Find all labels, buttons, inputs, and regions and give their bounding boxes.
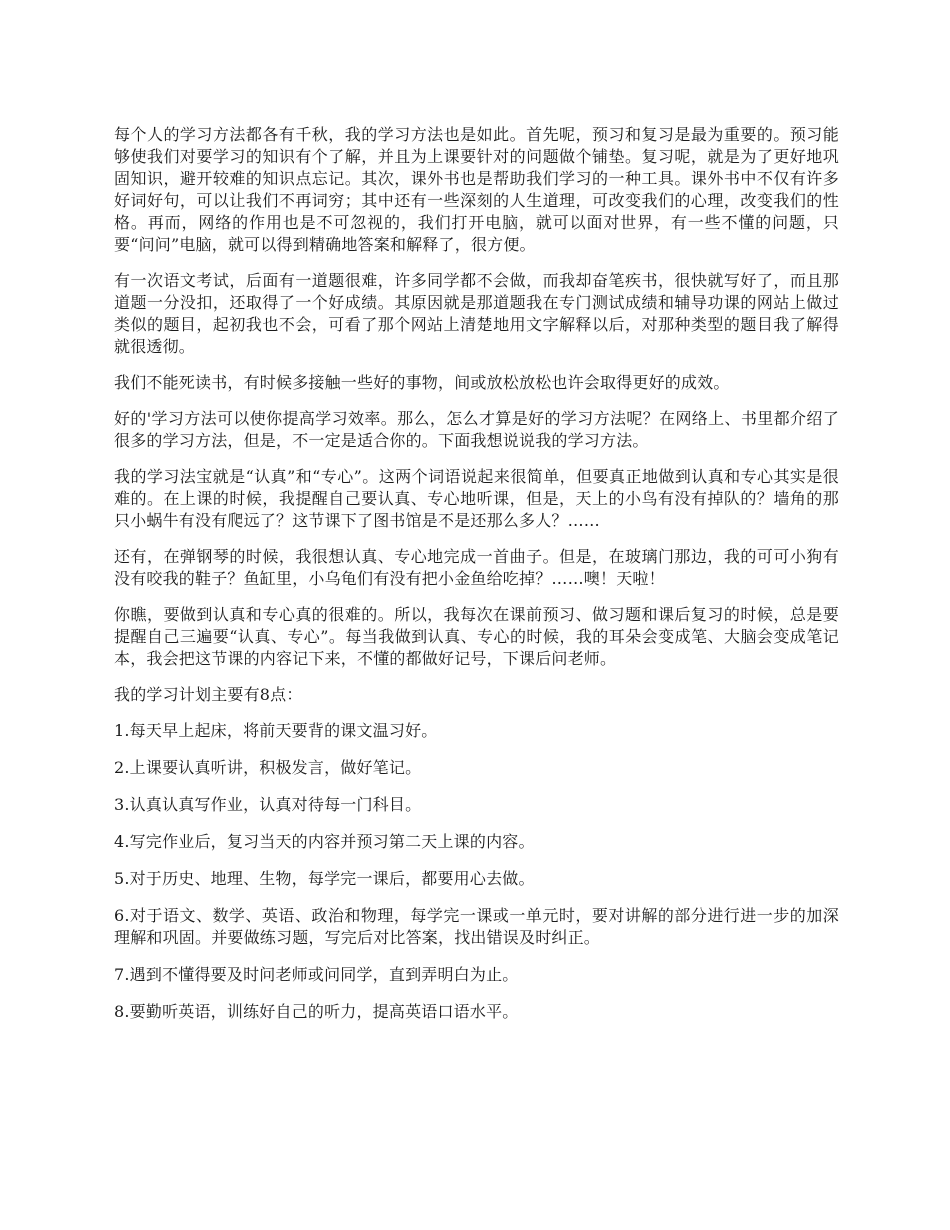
plan-item-6: 6.对于语文、数学、英语、政治和物理，每学完一课或一单元时，要对讲解的部分进行进一步的加深理解和巩固。并要做练习题，写完后对比答案，找出错误及时纠正。	[114, 906, 839, 947]
paragraph-focus-treasure: 我的学习法宝就是“认真”和“专心”。这两个词语说起来很简单，但要真正地做到认真和专心其实是很难的。在上课的时候，我提醒自己要认真、专心地听课，但是，天上的小鸟有没有掉队的？墙角的那只小蜗牛有没有爬远了？这节课下了图书馆是不是还那么多人？……	[114, 467, 839, 530]
plan-item-2: 2.上课要认真听讲，积极发言，做好笔记。	[114, 758, 422, 777]
paragraph-good-methods: 好的'学习方法可以使你提高学习效率。那么，怎么才算是好的学习方法呢？在网络上、书里都介绍了很多的学习方法，但是，不一定是适合你的。下面我想说说我的学习方法。	[114, 409, 839, 450]
plan-item-4: 4.写完作业后，复习当天的内容并预习第二天上课的内容。	[114, 832, 535, 851]
plan-item-1: 1.每天早上起床，将前天要背的课文温习好。	[114, 721, 438, 740]
paragraph-plan-intro: 我的学习计划主要有8点：	[114, 685, 303, 704]
paragraph-reminder: 你瞧，要做到认真和专心真的很难的。所以，我每次在课前预习、做习题和课后复习的时候，总是要提醒自己三遍要“认真、专心”。每当我做到认真、专心的时候，我的耳朵会变成笔、大脑会变成笔记本，我会把这节课的内容记下来，不懂的都做好记号，下课后问老师。	[114, 605, 839, 668]
plan-item-5: 5.对于历史、地理、生物，每学完一课后，都要用心去做。	[114, 869, 535, 888]
plan-item-3: 3.认真认真写作业，认真对待每一门科目。	[114, 795, 422, 814]
plan-item-7: 7.遇到不懂得要及时问老师或问同学，直到弄明白为止。	[114, 965, 519, 984]
paragraph-dont-just-read: 我们不能死读书，有时候多接触一些好的事物，间或放松放松也许会取得更好的成效。	[114, 373, 730, 392]
paragraph-piano: 还有，在弹钢琴的时候，我很想认真、专心地完成一首曲子。但是，在玻璃门那边，我的可可小狗有没有咬我的鞋子？鱼缸里，小乌龟们有没有把小金鱼给吃掉？……噢！天啦！	[114, 547, 839, 588]
plan-item-8: 8.要勤听英语，训练好自己的听力，提高英语口语水平。	[114, 1002, 519, 1021]
document-body	[114, 124, 839, 1038]
paragraph-exam-story: 有一次语文考试，后面有一道题很难，许多同学都不会做，而我却奋笔疾书，很快就写好了，而且那道题一分没扣，还取得了一个好成绩。其原因就是那道题我在专门测试成绩和辅导功课的网站上做过类似的题目，起初我也不会，可看了那个网站上清楚地用文字解释以后，对那种类型的题目我了解得就很透彻。	[114, 271, 839, 356]
paragraph-study-methods: 每个人的学习方法都各有千秋，我的学习方法也是如此。首先呢，预习和复习是最为重要的。预习能够使我们对要学习的知识有个了解，并且为上课要针对的问题做个铺垫。复习呢，就是为了更好地巩固知识，避开较难的知识点忘记。其次，课外书也是帮助我们学习的一种工具。课外书中不仅有许多好词好句，可以让我们不再词穷；其中还有一些深刻的人生道理，可改变我们的心理，改变我们的性格。再而，网络的作用也是不可忽视的，我们打开电脑，就可以面对世界，有一些不懂的问题，只要“问问”电脑，就可以得到精确地答案和解释了，很方便。	[114, 125, 839, 254]
